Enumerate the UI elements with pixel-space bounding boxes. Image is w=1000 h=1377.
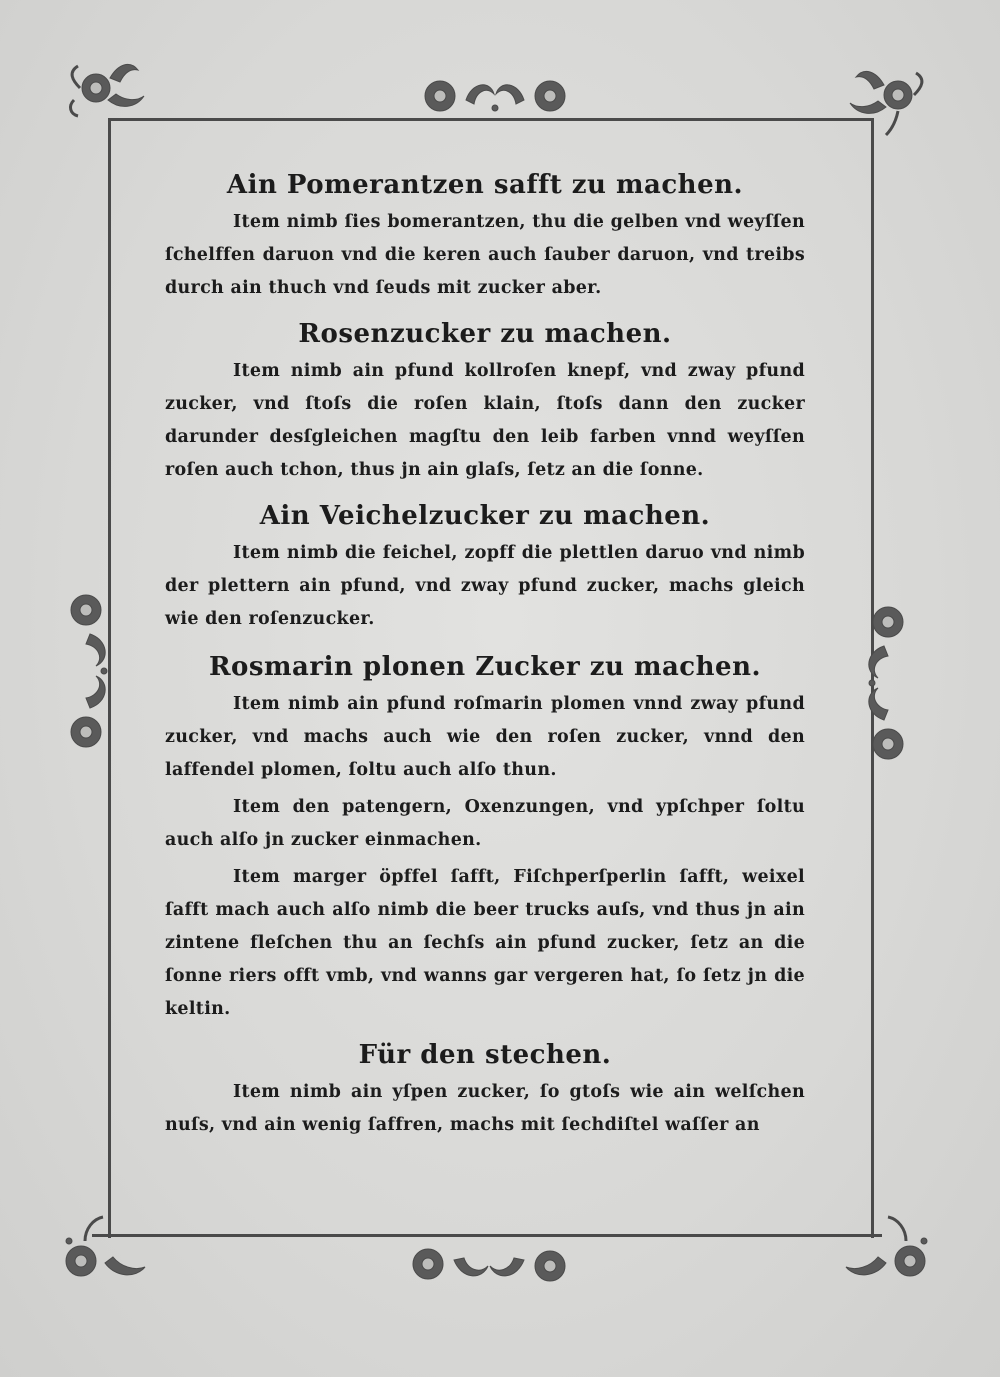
corner-ornament-bottom-left [55, 1205, 165, 1295]
recipe-paragraph: Item nimb ſies bomerantzen, thu die gelben vnd weyſſen ſchelffen daruon vnd die keren auch ſauber daruon, vnd treibs durch ain thuch vnd ſeuds mit zucker aber. [165, 212, 805, 298]
recipe-paragraph: Item marger öpffel ſafft, Fiſchperſperlin ſafft, weixel ſafft mach auch alſo nimb die beer trucks auſs, vnd thus jn ain zintene fleſchen thu an ſechſs ain pfund zucker, ſetz an die ſonne riers offt vmb, vnd wanns gar vergeren hat, ſo ſetz jn die keltin. [165, 867, 805, 1019]
top-center-ornament [410, 70, 580, 120]
section-heading: Ain Veichelzucker zu machen. [259, 501, 711, 531]
recipe-text-block [165, 160, 805, 1142]
recipe-paragraph: Item den patengern, Oxenzungen, vnd ypſchper ſoltu auch alſo jn zucker einmachen. [165, 797, 805, 850]
frame-bottom-line [92, 1234, 882, 1237]
recipe-paragraph: Item nimb die feichel, zopff die plettlen daruo vnd nimb der plettern ain pfund, vnd zway pfund zucker, machs gleich wie den roſenzucker. [165, 543, 805, 629]
recipe-paragraph: Item nimb ain pfund kollroſen knepf, vnd zway pfund zucker, vnd ſtoſs die roſen klain, ſtoſs dann den zucker darunder desſgleichen magſtu den leib farben vnnd weyſſen roſen auch tchon, thus jn ain glaſs, ſetz an die ſonne. [165, 361, 805, 480]
recipe-paragraph: Item nimb ain yſpen zucker, ſo gtoſs wie ain welſchen nuſs, vnd ain wenig ſaffren, machs mit ſechdiſtel waſſer an [165, 1082, 805, 1135]
section-heading: Rosmarin plonen Zucker zu machen. [208, 652, 762, 682]
bottom-center-ornament [400, 1240, 580, 1290]
left-side-ornament [60, 590, 120, 760]
recipe-paragraph: Item nimb ain pfund roſmarin plomen vnnd zway pfund zucker, vnd machs auch wie den roſen zucker, vnnd den laffendel plomen, ſoltu auch alſo thun. [165, 694, 805, 780]
section-heading: Ain Pomerantzen safft zu machen. [226, 170, 744, 200]
section-heading: Rosenzucker zu machen. [298, 319, 672, 349]
right-side-ornament [862, 600, 922, 770]
section-heading: Für den stechen. [358, 1040, 612, 1070]
corner-ornament-top-right [838, 55, 938, 145]
corner-ornament-bottom-right [830, 1205, 940, 1295]
corner-ornament-top-left [60, 50, 160, 140]
